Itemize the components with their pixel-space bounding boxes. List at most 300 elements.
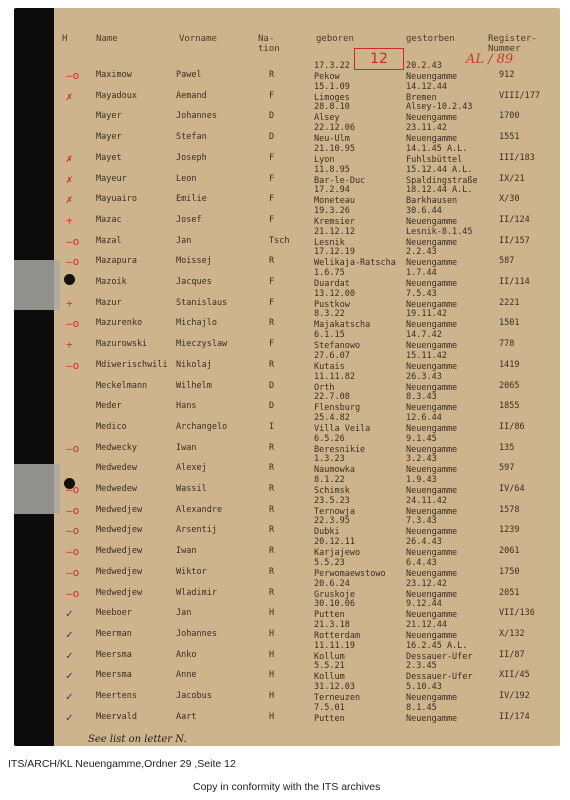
table-row — [14, 578, 560, 603]
row-nation: H — [269, 670, 275, 681]
row-birthplace: Perwomaewstowo — [314, 568, 386, 579]
row-nation: D — [269, 401, 275, 412]
row-vorname: Johannes — [176, 628, 217, 639]
row-name: Meersma — [96, 649, 132, 660]
row-mark: —o — [66, 565, 80, 579]
row-deathplace: Neuengamme — [406, 506, 458, 517]
row-death-date: 16.2.45 A.L. — [406, 640, 468, 651]
row-nation: F — [269, 90, 275, 101]
table-row — [14, 309, 560, 333]
row-death-date: 14.1.45 A.L. — [406, 143, 468, 154]
row-mark: —o — [66, 441, 80, 455]
row-death-date: 18.12.44 A.L. — [406, 185, 473, 196]
row-mark: ✓ — [66, 648, 73, 662]
row-name: Medwedew — [96, 463, 137, 474]
table-row — [14, 640, 560, 665]
row-name: Meervald — [96, 711, 137, 722]
row-born-date: 11.11.19 — [314, 640, 355, 651]
row-death-date: 23.12.42 — [406, 578, 447, 589]
row-birthplace: Alsey — [314, 113, 340, 124]
row-born-date: 11.11.82 — [314, 371, 355, 382]
row-nation: D — [269, 132, 275, 143]
row-deathplace: Neuengamme — [406, 568, 458, 579]
row-name: Meeboer — [96, 608, 132, 619]
row-birthplace: Naumowka — [314, 465, 355, 476]
row-deathplace: Neuengamme — [406, 361, 458, 372]
row-nation: R — [269, 70, 275, 80]
row-register-number: 1750 — [499, 566, 520, 577]
row-nation: H — [269, 608, 275, 619]
row-birthplace: Flensburg — [314, 403, 361, 414]
table-row — [14, 350, 560, 375]
row-deathplace: Neuengamme — [406, 382, 458, 393]
row-register-number: X/30 — [499, 194, 520, 205]
table-row — [14, 164, 560, 189]
table-row — [14, 516, 560, 540]
row-register-number: IX/21 — [499, 173, 525, 184]
table-row — [14, 619, 560, 644]
page-number-stamp: 12 — [354, 48, 404, 70]
row-birthplace: Lyon — [314, 154, 335, 165]
row-birthplace: Limoges — [314, 92, 350, 103]
row-born-date: 22.12.06 — [314, 123, 355, 134]
row-register-number: II/157 — [499, 235, 530, 246]
row-death-date: Alsey-10.2.43 — [406, 102, 473, 113]
row-deathplace: Neuengamme — [406, 527, 458, 538]
table-row — [14, 537, 560, 561]
row-deathplace: Neuengamme — [406, 341, 458, 352]
row-mark: ✗ — [66, 193, 73, 207]
header-geboren: geboren — [316, 34, 354, 44]
row-deathplace: Neuengamme — [406, 548, 458, 559]
row-deathplace: Neuengamme — [406, 134, 458, 145]
row-vorname: Alexandre — [176, 504, 223, 515]
row-birthplace: Kutais — [314, 361, 345, 372]
row-nation: I — [269, 421, 275, 432]
row-vorname: Anko — [176, 649, 197, 660]
row-vorname: Jan — [176, 235, 192, 246]
row-name: Mazur — [96, 297, 122, 308]
row-vorname: Arsentij — [176, 525, 217, 536]
row-mark: —o — [66, 255, 80, 269]
row-born-date: 25.4.82 — [314, 412, 350, 423]
row-vorname: Wladimir — [176, 587, 217, 598]
row-birthplace: Stefanowo — [314, 341, 361, 352]
table-row — [14, 288, 560, 313]
row-name: Meerman — [96, 628, 132, 639]
row-vorname: Anne — [176, 670, 197, 681]
row-death-date: Lesnik-8.1.45 — [406, 226, 473, 237]
row-deathplace: Neuengamme — [406, 693, 458, 703]
row-register-number: II/124 — [499, 214, 530, 225]
row-register-number: 2061 — [499, 546, 520, 557]
row-register-number: XII/45 — [499, 670, 530, 681]
row-birthplace: Putten — [314, 610, 345, 621]
row-vorname: Jacobus — [176, 691, 212, 701]
row-born-date: 11.8.95 — [314, 164, 350, 175]
row-name: Meertens — [96, 691, 137, 701]
row-deathplace: Bremen — [406, 92, 437, 103]
row-nation: F — [269, 277, 275, 287]
row-name: Mayadoux — [96, 90, 137, 101]
row-vorname: Joseph — [176, 152, 207, 163]
row-born-date: 13.12.00 — [314, 288, 355, 299]
row-register-number: 1501 — [499, 318, 520, 329]
row-mark: ✓ — [66, 669, 73, 683]
row-mark: ✓ — [66, 710, 73, 724]
row-register-number: 778 — [499, 339, 515, 350]
row-register-number: II/114 — [499, 277, 530, 287]
table-row — [14, 81, 560, 106]
table-row — [14, 454, 560, 478]
row-nation: Tsch — [269, 235, 290, 246]
row-born-date: 28.8.10 — [314, 102, 350, 113]
table-row — [14, 123, 560, 147]
row-birthplace: Kollum — [314, 672, 345, 683]
row-vorname: Jacques — [176, 277, 212, 287]
row-born-date: 30.10.06 — [314, 599, 355, 610]
row-mark: —o — [66, 358, 80, 372]
row-register-number: 135 — [499, 442, 515, 453]
row-death-date: 2.2.43 — [406, 247, 437, 258]
row-vorname: Iwan — [176, 442, 197, 453]
row-born-date: 5.5.23 — [314, 557, 345, 568]
row-death-date: 5.10.43 — [406, 682, 442, 692]
row-register-number: VIII/177 — [499, 90, 540, 101]
row-born-date: 23.5.23 — [314, 495, 350, 506]
row-birthplace: Bar-le-Duc — [314, 175, 366, 186]
row-birthplace: Kremsier — [314, 216, 355, 227]
row-nation: R — [269, 525, 275, 536]
row-mark: + — [66, 296, 73, 310]
row-name: Mazapura — [96, 256, 137, 267]
table-row — [14, 433, 560, 458]
row-mark: —o — [66, 524, 80, 538]
row-deathplace: Neuengamme — [406, 113, 458, 124]
row-mark: ✓ — [66, 607, 73, 621]
row-death-date: 7.3.43 — [406, 516, 437, 527]
handwritten-footnote: See list on letter N. — [88, 734, 187, 745]
table-row — [14, 226, 560, 251]
red-annotation: AL / 89 — [466, 52, 514, 67]
row-register-number: 2051 — [499, 587, 520, 598]
row-death-date: 2.3.45 — [406, 661, 437, 672]
row-name: Mazal — [96, 235, 122, 246]
row-register-number: 1578 — [499, 504, 520, 515]
row-vorname: Nikolaj — [176, 359, 212, 370]
row-nation: R — [269, 442, 275, 453]
row-mark: ✗ — [66, 151, 73, 165]
row-register-number: II/86 — [499, 421, 525, 432]
row-birthplace: Beresnikie — [314, 444, 366, 455]
row-mark: —o — [66, 234, 80, 248]
row-mark: —o — [66, 69, 80, 82]
table-row — [14, 661, 560, 685]
row-deathplace: Neuengamme — [406, 589, 458, 600]
row-nation: R — [269, 318, 275, 329]
row-register-number: 587 — [499, 256, 515, 267]
row-name: Maximow — [96, 70, 132, 80]
row-death-date: 15.12.44 A.L. — [406, 164, 473, 175]
row-name: Medwecky — [96, 442, 137, 453]
table-row — [14, 102, 560, 126]
row-deathplace: Barkhausen — [406, 196, 458, 207]
row-deathplace: Neuengamme — [406, 403, 458, 414]
row-death-date: 9.1.45 — [406, 433, 437, 444]
row-birthplace: Kollum — [314, 651, 345, 662]
row-vorname: Jan — [176, 608, 192, 619]
row-born-date: 21.12.12 — [314, 226, 355, 237]
row-death-date: 21.12.44 — [406, 619, 447, 630]
row-birthplace: Ternowja — [314, 506, 355, 517]
row-nation: F — [269, 214, 275, 225]
archive-reference: ITS/ARCH/KL Neuengamme,Ordner 29 ,Seite 12 — [8, 758, 236, 770]
conformity-note: Copy in conformity with the ITS archives — [193, 781, 381, 793]
row-vorname: Aart — [176, 711, 197, 722]
row-born-date: 6.5.26 — [314, 433, 345, 444]
row-death-date: 8.3.43 — [406, 392, 437, 403]
row-vorname: Alexej — [176, 463, 207, 474]
row-nation: R — [269, 587, 275, 598]
row-deathplace: Neuengamme — [406, 72, 458, 82]
row-register-number: 597 — [499, 463, 515, 474]
row-nation: F — [269, 152, 275, 163]
row-name: Meckelmann — [96, 380, 148, 391]
header-vorname: Vorname — [179, 34, 217, 44]
row-deathplace: Neuengamme — [406, 299, 458, 310]
table-row — [14, 599, 560, 623]
row-vorname: Aemand — [176, 90, 207, 101]
row-born-date: 17.2.94 — [314, 185, 350, 196]
row-mark: + — [66, 213, 73, 227]
row-deathplace: Neuengamme — [406, 216, 458, 227]
row-nation: F — [269, 194, 275, 205]
row-register-number: 912 — [499, 70, 515, 80]
row-death-date: 6.4.43 — [406, 557, 437, 568]
row-vorname: Moissej — [176, 256, 212, 267]
row-name: Mdiwerischwili — [96, 359, 168, 370]
row-name: Medwedjew — [96, 504, 143, 515]
row-vorname: Hans — [176, 401, 197, 412]
row-name: Mazac — [96, 214, 122, 225]
row-mark: ✗ — [66, 172, 73, 186]
row-register-number: X/132 — [499, 628, 525, 639]
row-death-date: 20.2.43 — [406, 61, 442, 71]
row-birthplace: Neu-Ulm — [314, 134, 350, 145]
row-deathplace: Dessauer-Ufer — [406, 672, 473, 683]
row-register-number: II/174 — [499, 711, 530, 722]
row-birthplace: Moneteau — [314, 196, 355, 207]
row-death-date: 14.12.44 — [406, 81, 447, 92]
row-death-date: 1.9.43 — [406, 475, 437, 485]
row-deathplace: Neuengamme — [406, 486, 458, 496]
row-vorname: Johannes — [176, 111, 217, 122]
row-nation: H — [269, 628, 275, 639]
row-birthplace: Gruskoje — [314, 589, 355, 600]
row-name: Medico — [96, 421, 127, 432]
row-birthplace: Welikaja-Ratscha — [314, 258, 396, 269]
row-name: Mayeur — [96, 173, 127, 184]
row-mark: + — [66, 338, 73, 352]
row-death-date: 9.12.44 — [406, 599, 442, 610]
header-name: Name — [96, 34, 118, 44]
table-row — [14, 392, 560, 416]
row-deathplace: Neuengamme — [406, 258, 458, 269]
table-row — [14, 185, 560, 209]
row-name: Mayet — [96, 152, 122, 163]
row-register-number: 1855 — [499, 401, 520, 412]
table-row — [14, 495, 560, 520]
row-mark: —o — [66, 545, 80, 559]
row-nation: H — [269, 691, 275, 701]
header-register: Register- Nummer — [488, 34, 537, 54]
table-row — [14, 557, 560, 582]
row-born-date: 1.6.75 — [314, 268, 345, 278]
table-row — [14, 268, 560, 292]
row-vorname: Josef — [176, 214, 202, 225]
row-nation: R — [269, 359, 275, 370]
row-birthplace: Orth — [314, 382, 335, 393]
row-born-date: 17.3.22 — [314, 61, 350, 71]
row-name: Medwedjew — [96, 566, 143, 577]
header-nation: Na- tion — [258, 34, 280, 54]
row-register-number: 1700 — [499, 111, 520, 122]
row-death-date: 3.2.43 — [406, 454, 437, 465]
row-born-date: 5.5.21 — [314, 661, 345, 672]
row-vorname: Michajlo — [176, 318, 217, 329]
row-deathplace: Neuengamme — [406, 279, 458, 289]
row-nation: F — [269, 173, 275, 184]
row-deathplace: Dessauer-Ufer — [406, 651, 473, 662]
row-vorname: Wilhelm — [176, 380, 212, 391]
row-born-date: 17.12.19 — [314, 247, 355, 258]
row-register-number: III/183 — [499, 152, 535, 163]
row-name: Medwedew — [96, 484, 137, 494]
table-row — [14, 247, 560, 271]
row-vorname: Wassil — [176, 484, 207, 494]
row-nation: R — [269, 566, 275, 577]
row-nation: R — [269, 546, 275, 557]
row-birthplace: Villa Veila — [314, 423, 371, 434]
row-mark: —o — [66, 483, 80, 496]
row-born-date: 19.3.26 — [314, 205, 350, 216]
row-birthplace: Majakatscha — [314, 320, 371, 331]
row-vorname: Iwan — [176, 546, 197, 557]
row-mark: ✗ — [66, 89, 73, 103]
row-register-number: IV/64 — [499, 484, 525, 494]
row-deathplace: Neuengamme — [406, 630, 458, 641]
row-nation: R — [269, 256, 275, 267]
row-birthplace: Rotterdam — [314, 630, 361, 641]
row-birthplace: Karjajewo — [314, 548, 361, 559]
row-born-date: 7.5.01 — [314, 702, 345, 713]
row-nation: H — [269, 649, 275, 660]
row-death-date: 30.6.44 — [406, 205, 442, 216]
row-death-date: 26.4.43 — [406, 537, 442, 548]
row-deathplace: Spaldingstraße — [406, 175, 478, 186]
row-vorname: Archangelo — [176, 421, 228, 432]
row-name: Mazurenko — [96, 318, 143, 329]
row-nation: H — [269, 711, 275, 722]
row-name: Meder — [96, 401, 122, 412]
row-name: Meersma — [96, 670, 132, 681]
row-birthplace: Schimsk — [314, 486, 350, 496]
row-born-date: 21.3.18 — [314, 619, 350, 630]
row-born-date: 1.3.23 — [314, 454, 345, 465]
row-name: Mazurowski — [96, 339, 148, 350]
row-birthplace: Pustkow — [314, 299, 350, 310]
row-born-date: 8.1.22 — [314, 475, 345, 485]
row-born-date: 15.1.09 — [314, 81, 350, 92]
row-death-date: 24.11.42 — [406, 495, 447, 506]
table-row — [14, 475, 560, 499]
table-row — [14, 702, 560, 727]
row-born-date: 21.10.95 — [314, 143, 355, 154]
row-vorname: Stanislaus — [176, 297, 228, 308]
row-deathplace: Neuengamme — [406, 320, 458, 331]
row-vorname: Wiktor — [176, 566, 207, 577]
row-nation: R — [269, 484, 275, 494]
row-deathplace: Neuengamme — [406, 465, 458, 476]
row-death-date: 12.6.44 — [406, 412, 442, 423]
table-row — [14, 412, 560, 437]
table-row — [14, 143, 560, 168]
row-mark: —o — [66, 317, 80, 331]
row-born-date: 6.1.15 — [314, 330, 345, 341]
document-page — [14, 8, 560, 746]
row-vorname: Emilie — [176, 194, 207, 205]
row-mark: ✓ — [66, 690, 73, 703]
row-death-date: 26.3.43 — [406, 371, 442, 382]
row-register-number: 2221 — [499, 297, 520, 308]
row-deathplace: Neuengamme — [406, 713, 458, 724]
row-born-date: 22.7.08 — [314, 392, 350, 403]
row-mark: —o — [66, 503, 80, 517]
row-birthplace: Terneuzen — [314, 693, 361, 703]
table-row — [14, 682, 560, 706]
table-row — [14, 371, 560, 396]
row-birthplace: Dubki — [314, 527, 340, 538]
row-death-date: 7.5.43 — [406, 288, 437, 299]
row-name: Mayer — [96, 111, 122, 122]
row-birthplace: Duardat — [314, 279, 350, 289]
row-born-date: 20.6.24 — [314, 578, 350, 589]
row-death-date: 23.11.42 — [406, 123, 447, 134]
row-nation: R — [269, 463, 275, 474]
row-death-date: 15.11.42 — [406, 350, 447, 361]
row-register-number: 1239 — [499, 525, 520, 536]
row-vorname: Pawel — [176, 70, 202, 80]
row-death-date: 1.7.44 — [406, 268, 437, 278]
row-name: Medwedjew — [96, 525, 143, 536]
row-name: Mazoik — [96, 277, 127, 287]
row-deathplace: Neuengamme — [406, 237, 458, 248]
row-mark: ✓ — [66, 627, 73, 641]
row-vorname: Leon — [176, 173, 197, 184]
row-deathplace: Neuengamme — [406, 610, 458, 621]
table-row — [14, 61, 560, 85]
row-born-date: 20.12.11 — [314, 537, 355, 548]
table-row — [14, 330, 560, 354]
row-deathplace: Neuengamme — [406, 444, 458, 455]
row-name: Medwedjew — [96, 587, 143, 598]
table-row — [14, 205, 560, 230]
row-deathplace: Neuengamme — [406, 423, 458, 434]
row-mark: —o — [66, 586, 80, 600]
row-birthplace: Lesnik — [314, 237, 345, 248]
row-nation: F — [269, 297, 275, 308]
row-vorname: Mieczyslaw — [176, 339, 228, 350]
